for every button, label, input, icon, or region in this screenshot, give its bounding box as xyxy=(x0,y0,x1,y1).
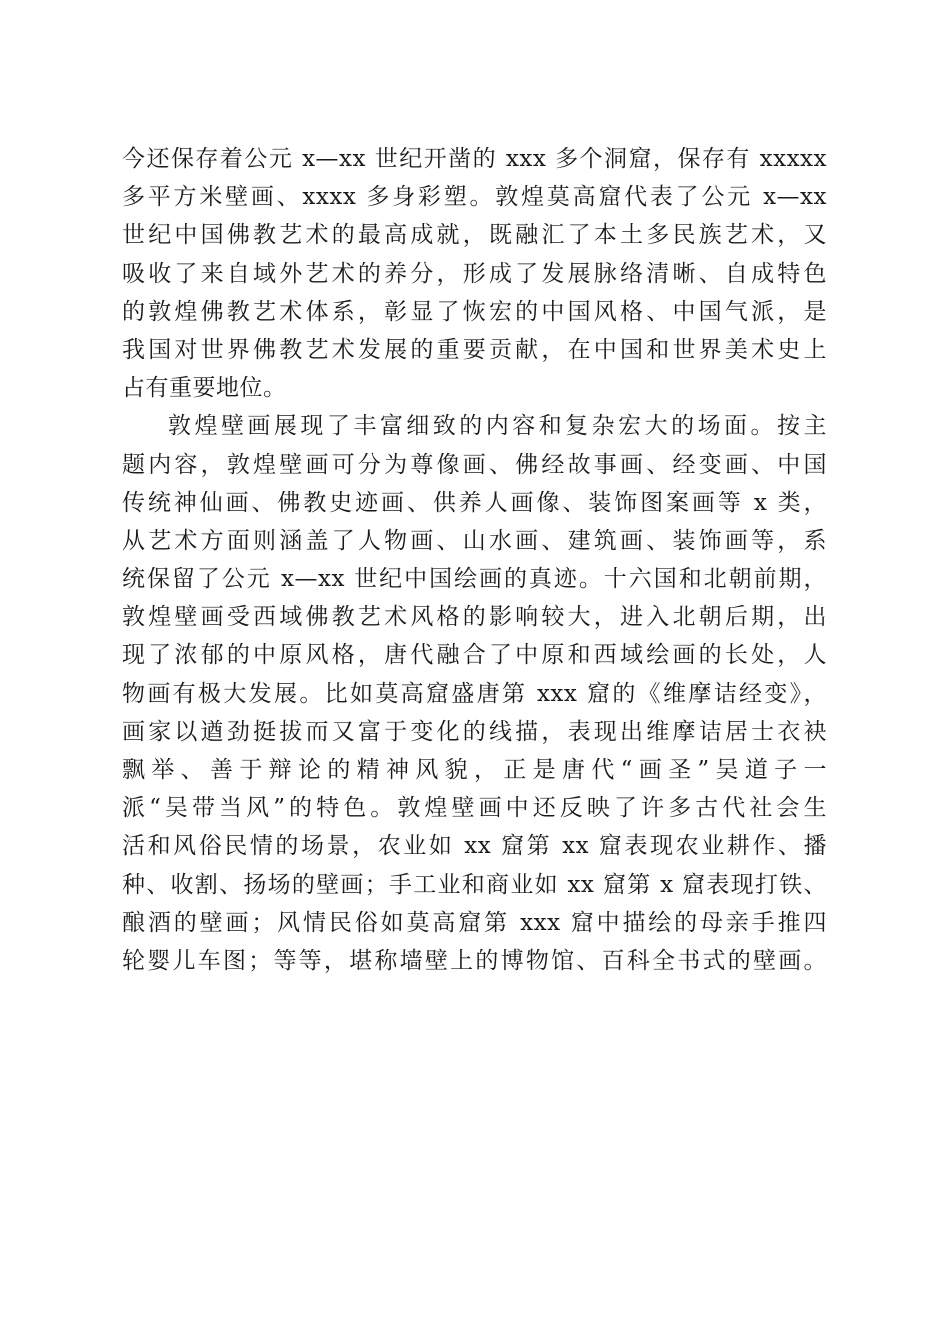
text-line: 统保留了公元 x—xx 世纪中国绘画的真迹。十六国和北朝前期， xyxy=(122,566,827,593)
text-line: 酿酒的壁画；风情民俗如莫高窟第 xxx 窟中描绘的母亲手推四 xyxy=(122,909,827,936)
text-line: 传统神仙画、佛教史迹画、供养人画像、装饰图案画等 x 类， xyxy=(122,489,827,516)
text-line: 题内容，敦煌壁画可分为尊像画、佛经故事画、经变画、中国 xyxy=(122,451,827,478)
text-line: 物画有极大发展。比如莫高窟盛唐第 xxx 窟的《维摩诘经变》， xyxy=(122,680,827,707)
text-line: 现了浓郁的中原风格，唐代融合了中原和西域绘画的长处，人 xyxy=(122,642,827,669)
text-line: 今还保存着公元 x—xx 世纪开凿的 xxx 多个洞窟，保存有 xxxxx xyxy=(122,146,827,172)
text-line: 敦煌壁画展现了丰富细致的内容和复杂宏大的场面。按主 xyxy=(168,413,827,440)
text-line: 轮婴儿车图；等等，堪称墙壁上的博物馆、百科全书式的壁画。 xyxy=(122,947,827,974)
text-line: 活和风俗民情的场景，农业如 xx 窟第 xx 窟表现农业耕作、播 xyxy=(122,833,827,860)
text-line: 的敦煌佛教艺术体系，彰显了恢宏的中国风格、中国气派，是 xyxy=(122,298,827,325)
text-line: 派“吴带当风”的特色。敦煌壁画中还反映了许多古代社会生 xyxy=(122,795,827,822)
text-line: 占有重要地位。 xyxy=(122,375,287,402)
text-line: 我国对世界佛教艺术发展的重要贡献，在中国和世界美术史上 xyxy=(122,336,827,363)
text-line: 世纪中国佛教艺术的最高成就，既融汇了本土多民族艺术，又 xyxy=(122,222,827,249)
paragraph-2 xyxy=(122,407,827,980)
text-line: 画家以遒劲挺拔而又富于变化的线描，表现出维摩诘居士衣袂 xyxy=(122,718,827,745)
text-line: 从艺术方面则涵盖了人物画、山水画、建筑画、装饰画等，系 xyxy=(122,527,827,554)
text-line: 飘举、善于辩论的精神风貌，正是唐代“画圣”吴道子一 xyxy=(122,757,827,783)
text-line: 种、收割、扬场的壁画；手工业和商业如 xx 窟第 x 窟表现打铁、 xyxy=(122,871,827,898)
text-line: 吸收了来自域外艺术的养分，形成了发展脉络清晰、自成特色 xyxy=(122,260,827,287)
text-line: 多平方米壁画、xxxx 多身彩塑。敦煌莫高窟代表了公元 x—xx xyxy=(122,184,827,211)
paragraph-1 xyxy=(122,140,827,407)
text-line: 敦煌壁画受西域佛教艺术风格的影响较大，进入北朝后期，出 xyxy=(122,604,827,631)
document-page xyxy=(122,140,827,980)
